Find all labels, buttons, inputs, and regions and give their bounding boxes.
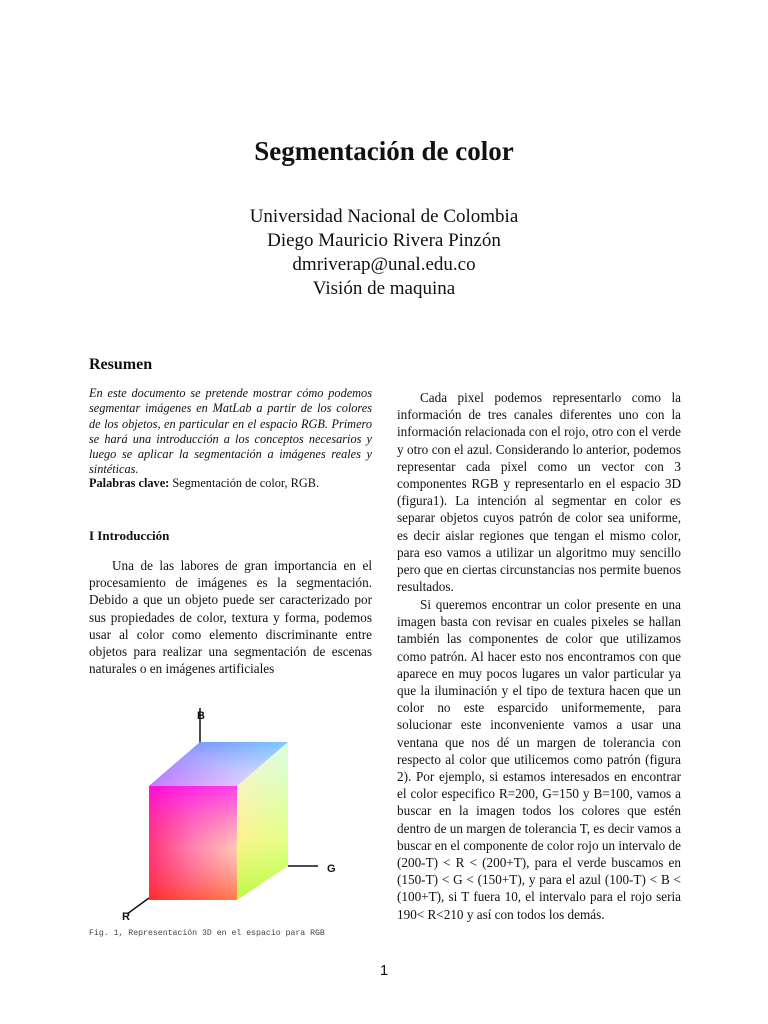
axis-label-b: B [197, 710, 205, 722]
keywords-value: Segmentación de color, RGB. [169, 476, 320, 490]
abstract-heading: Resumen [89, 356, 153, 373]
author-email: dmriverap@unal.edu.co [292, 254, 476, 275]
keywords [89, 476, 372, 491]
rgb-cube [149, 742, 288, 900]
abstract-text: En este documento se pretende mostrar cómo podemos segmentar imágenes en MatLab a partir de los colores de los objetos, en particular en el espacio RGB. Primero se hará una introducción a los conceptos necesarios y luego se aplicar la segmentación a imágenes reales y sintéticas. [89, 386, 372, 477]
author-affiliation: Universidad Nacional de Colombia [249, 206, 519, 227]
figure-caption: Fig. 1, Representación 3D en el espacio para RGB [89, 929, 325, 938]
r-axis [127, 898, 149, 914]
author-name: Diego Mauricio Rivera Pinzón [267, 230, 501, 251]
column2-paragraph-1: Cada pixel podemos representarlo como la información de tres canales diferentes uno con la información relacionada con el rojo, otro con el verde y otro con el azul. Considerando lo anterior, podemos representar cada pixel como un vector con 3 componentes RGB y representarlo en el espacio 3D (figura1). La intención al segmentar en color es separar objetos cuyos patrón de color sea uniforme, es decir aislar regiones que tengan el mismo color, para eso vamos a utilizar un algoritmo muy sencillo pero que en ciertas circunstancias nos permite buenos resultados. [397, 390, 681, 595]
keywords-label: Palabras clave: [89, 476, 170, 490]
rgb-cube-figure [92, 700, 370, 928]
author-course: Visión de maquina [312, 278, 456, 299]
axis-label-r: R [122, 911, 130, 923]
column2-paragraph-2: Si queremos encontrar un color presente en una imagen basta con revisar en cuales pixeles se hallan también las componentes de color que utilizamos como patrón. Al hacer esto nos encontramos con que aparece en muy pocos lugares un valor particular ya que la iluminación y el tipo de textura hacen que un color no este esparcido uniformemente, para solucionar este inconveniente vamos a usar una ventana que nos dé un margen de tolerancia con respecto al color que utilicemos como patrón (figura 2). Por ejemplo, si estamos interesados en encontrar el color especifico R=200, G=150 y B=100, vamos a buscar en la imagen todos los colores que estén dentro de un margen de tolerancia T, es decir vamos a buscar en el componente de color rojo un intervalo de (200-T) < R < (200+T), para el verde buscamos en (150-T) < G < (150+T), y para el azul (100-T) < B < (100+T), si T fuera 10, el intervalo para el rojo seria 190< R<210 y así con todos los demás. [397, 597, 681, 922]
paper-title: Segmentación de color [254, 136, 514, 166]
axis-label-g: G [327, 863, 336, 875]
intro-paragraph: Una de las labores de gran importancia en el procesamiento de imágenes es la segmentación. Debido a que un objeto puede ser caracterizado por sus propiedades de color, textura y forma, podemos usar al color como elemento discriminante entre objetos para realizar una segmentación de escenas naturales o en imágenes artificiales [89, 558, 372, 677]
section-heading-introduccion: I Introducción [89, 528, 170, 543]
page-number: 1 [379, 962, 389, 979]
